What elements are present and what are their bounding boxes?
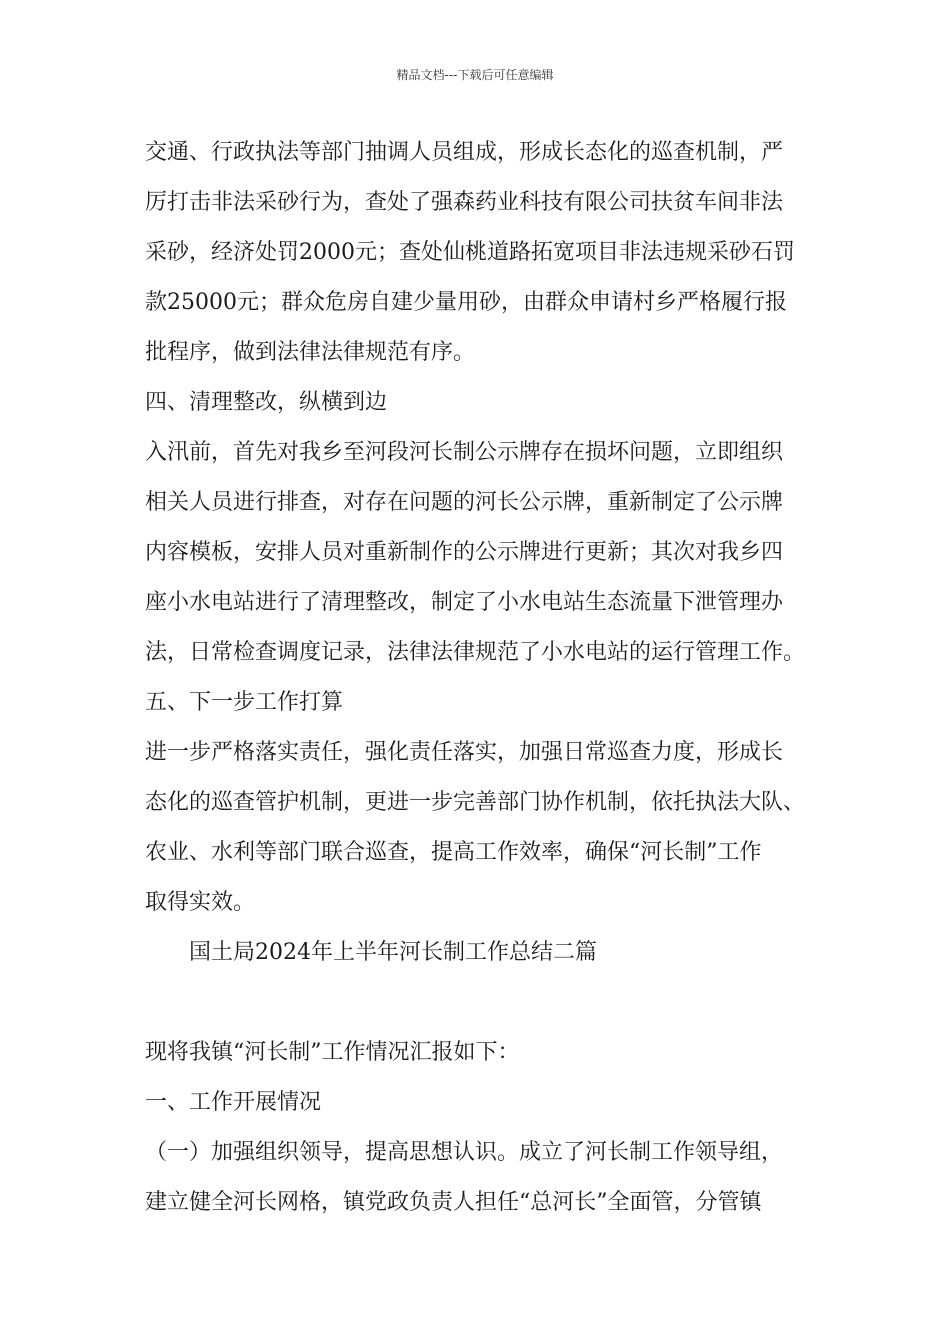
paragraph-line: （一）加强组织领导，提高思想认识。成立了河长制工作领导组， bbox=[145, 1140, 784, 1165]
paragraph-line: 进一步严格落实责任，强化责任落实，加强日常巡查力度，形成长 bbox=[145, 740, 784, 765]
paragraph-line: 座小水电站进行了清理整改，制定了小水电站生态流量下泄管理办 bbox=[145, 590, 784, 615]
document-body bbox=[145, 128, 815, 1228]
section-heading: 一、工作开展情况 bbox=[145, 1090, 322, 1115]
paragraph-line: 厉打击非法采砂行为，查处了强森药业科技有限公司扶贫车间非法 bbox=[145, 190, 784, 215]
paragraph-line: 态化的巡查管护机制，更进一步完善部门协作机制，依托执法大队、 bbox=[145, 790, 806, 815]
document-title: 国土局2024年上半年河长制工作总结二篇 bbox=[189, 940, 597, 965]
section-heading: 五、下一步工作打算 bbox=[145, 690, 344, 715]
paragraph-line: 批程序，做到法律法律规范有序。 bbox=[145, 340, 476, 365]
paragraph-line: 款25000元；群众危房自建少量用砂，由群众申请村乡严格履行报 bbox=[145, 290, 787, 315]
paragraph-line: 建立健全河长网格，镇党政负责人担任“总河长”全面管，分管镇 bbox=[145, 1190, 762, 1215]
paragraph-line: 现将我镇“河长制”工作情况汇报如下： bbox=[145, 1040, 520, 1065]
section-heading: 四、清理整改，纵横到边 bbox=[145, 390, 388, 415]
paragraph-line: 农业、水利等部门联合巡查，提高工作效率，确保“河长制”工作 bbox=[145, 840, 762, 865]
paragraph-line: 交通、行政执法等部门抽调人员组成，形成长态化的巡查机制，严 bbox=[145, 140, 784, 165]
page-header: 精品文档---下载后可任意编辑 bbox=[396, 68, 554, 82]
blank-spacer bbox=[145, 978, 815, 1028]
paragraph-line: 内容模板，安排人员对重新制作的公示牌进行更新；其次对我乡四 bbox=[145, 540, 784, 565]
paragraph-line: 入汛前，首先对我乡至河段河长制公示牌存在损坏问题，立即组织 bbox=[145, 440, 784, 465]
paragraph-line: 采砂，经济处罚2000元；查处仙桃道路拓宽项目非法违规采砂石罚 bbox=[145, 240, 795, 265]
paragraph-line: 法，日常检查调度记录，法律法律规范了小水电站的运行管理工作。 bbox=[145, 640, 806, 665]
paragraph-line: 相关人员进行排查，对存在问题的河长公示牌，重新制定了公示牌 bbox=[145, 490, 784, 515]
paragraph-line: 取得实效。 bbox=[145, 890, 256, 915]
